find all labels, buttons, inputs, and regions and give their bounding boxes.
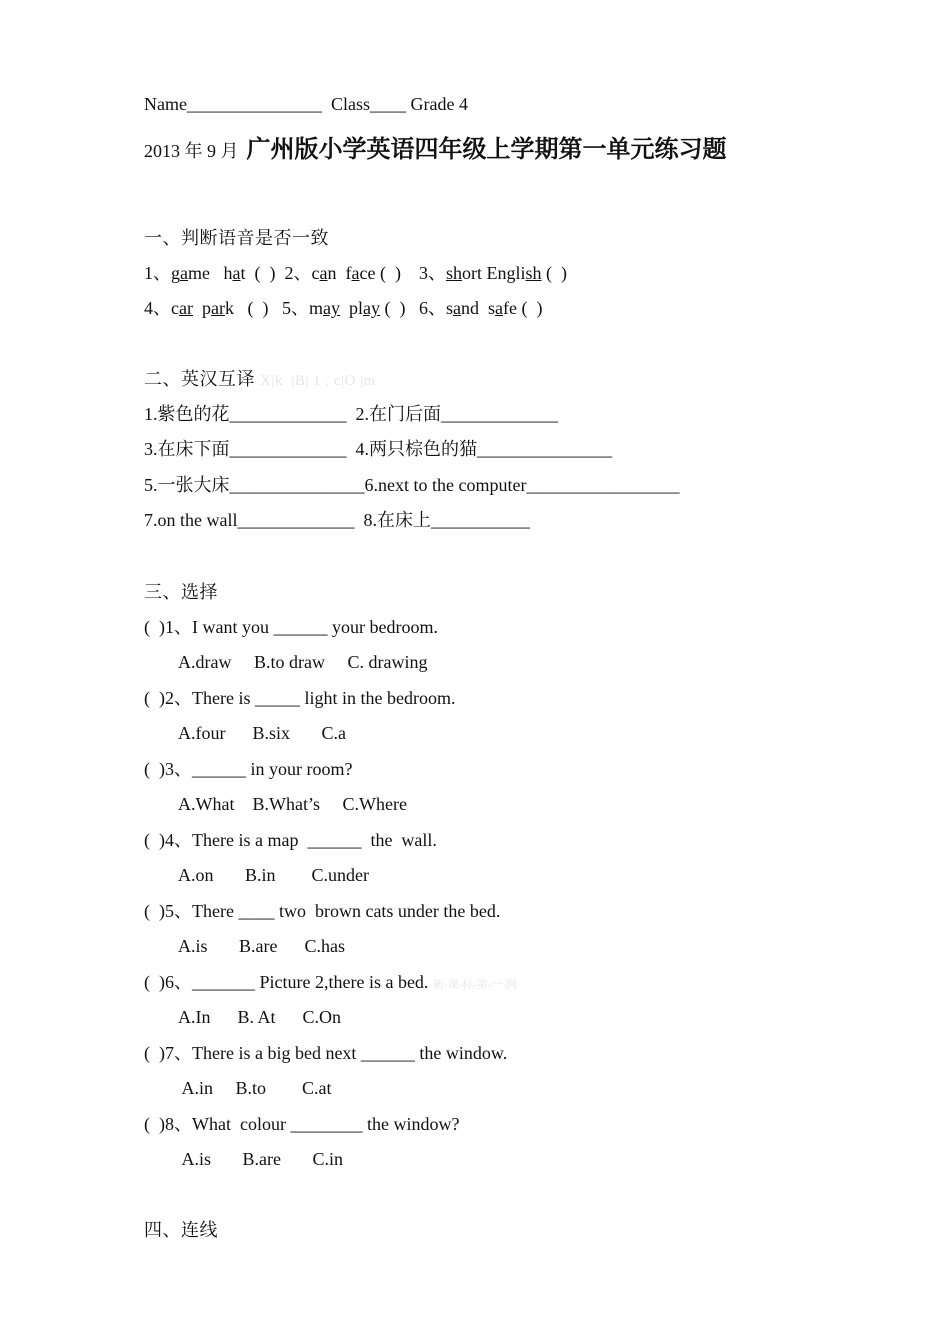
options-8: A.is B.are C.in (178, 1149, 343, 1169)
question-4: ( )4、There is a map ______ the wall. (144, 830, 437, 850)
question-7: ( )7、There is a big bed next ______ the window. (144, 1043, 508, 1063)
translation-line-1: 1.紫色的花_____________ 2.在门后面_____________ (144, 404, 558, 424)
question-6: ( )6、_______ Picture 2,there is a bed. 新-课-标-第-一-网 (144, 972, 518, 992)
options-7: A.in B.to C.at (178, 1078, 332, 1098)
section3-heading: 三、选择 (144, 582, 218, 602)
question-3: ( )3、______ in your room? (144, 759, 353, 779)
options-1: A.draw B.to draw C. drawing (178, 652, 428, 672)
title-line (144, 139, 727, 162)
question-2: ( )2、There is _____ light in the bedroom. (144, 688, 456, 708)
translation-line-3: 5.一张大床_______________6.next to the computer_________________ (144, 475, 680, 495)
question-1: ( )1、I want you ______ your bedroom. (144, 617, 438, 637)
date: 2013 年 9 月 (144, 141, 239, 161)
translation-line-4: 7.on the wall_____________ 8.在床上___________ (144, 510, 530, 530)
phonics-row-2: 4、car park ( ) 5、may play ( ) 6、sand safe ( ) (144, 298, 543, 318)
section4-heading: 四、连线 (144, 1220, 218, 1240)
section2-heading: 二、英汉互译 X|k |B| 1 . c|O |m (144, 369, 376, 389)
options-2: A.four B.six C.a (178, 723, 346, 743)
options-3: A.What B.What’s C.Where (178, 794, 407, 814)
options-5: A.is B.are C.has (178, 936, 345, 956)
question-5: ( )5、There ____ two brown cats under the bed. (144, 901, 501, 921)
watermark-text: 新-课-标-第-一-网 (432, 979, 518, 991)
translation-line-2: 3.在床下面_____________ 4.两只棕色的猫_______________ (144, 439, 612, 459)
watermark-text: X|k |B| 1 . c|O |m (260, 373, 376, 389)
question-8: ( )8、What colour ________ the window? (144, 1114, 460, 1134)
section1-heading: 一、判断语音是否一致 (144, 228, 329, 248)
page-title: 广州版小学英语四年级上学期第一单元练习题 (246, 137, 727, 163)
options-4: A.on B.in C.under (178, 865, 369, 885)
name-class-line: Name_______________ Class____ Grade 4 (144, 94, 468, 114)
options-6: A.In B. At C.On (178, 1007, 342, 1027)
phonics-row-1: 1、game hat ( ) 2、can face ( ) 3、short English ( ) (144, 263, 568, 283)
